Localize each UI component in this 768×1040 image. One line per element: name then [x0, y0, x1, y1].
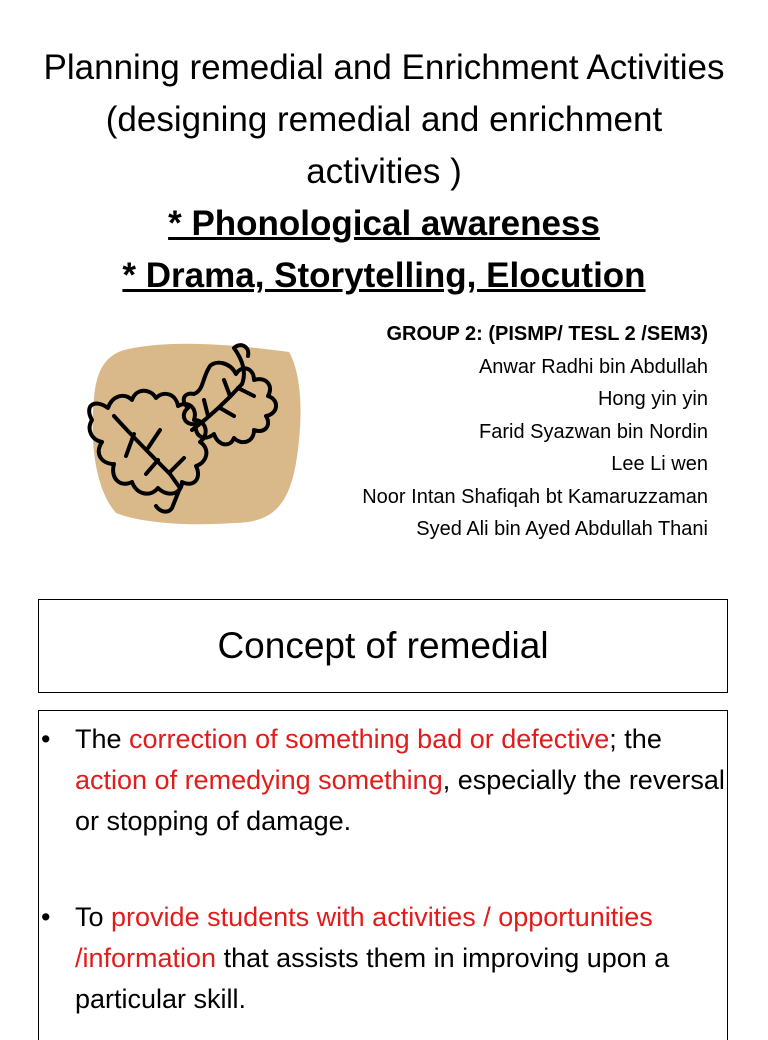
- bullet-text: ; the: [609, 724, 662, 754]
- bullet-item: [41, 719, 725, 842]
- bullet-icon: •: [41, 724, 51, 754]
- bullet-icon: •: [41, 902, 51, 932]
- concept-heading-box: [38, 599, 728, 693]
- slide-title-text: [40, 42, 728, 302]
- concept-heading: Concept of remedial: [217, 625, 549, 666]
- member-name: Lee Li wen: [611, 453, 708, 475]
- title-main: Planning remedial and Enrichment Activities (designing remedial and enrichment activities ): [43, 48, 725, 191]
- member-name: Farid Syazwan bin Nordin: [479, 420, 708, 443]
- bullet-text: The: [75, 724, 130, 754]
- group-heading: GROUP 2: (PISMP/ TESL 2 /SEM3): [386, 323, 708, 345]
- concept-content-box: [38, 710, 728, 1040]
- bullet-item: [41, 897, 725, 1020]
- bullet-text: , especially the reversal or stopping of damage.: [75, 765, 725, 836]
- highlight-text: action of remedying something: [75, 765, 443, 795]
- title-sub-drama: * Drama, Storytelling, Elocution: [122, 256, 646, 295]
- member-name: Anwar Radhi bin Abdullah: [478, 355, 708, 378]
- highlight-text: correction of something bad or defective: [129, 724, 610, 754]
- member-name: Syed Ali bin Ayed Abdullah Thani: [416, 518, 708, 540]
- group-members: [248, 318, 708, 546]
- title-sub-phonological: * Phonological awareness: [168, 204, 600, 243]
- member-name: Noor Intan Shafiqah bt Kamaruzzaman: [362, 485, 708, 508]
- member-name: Hong yin yin: [597, 388, 708, 410]
- bullet-text: that assists them in improving upon a particular skill.: [75, 943, 670, 1014]
- bullet-text: To: [75, 902, 112, 932]
- slide-concept: [0, 580, 768, 1024]
- highlight-text: provide students with activities / opportunities /information: [75, 902, 653, 973]
